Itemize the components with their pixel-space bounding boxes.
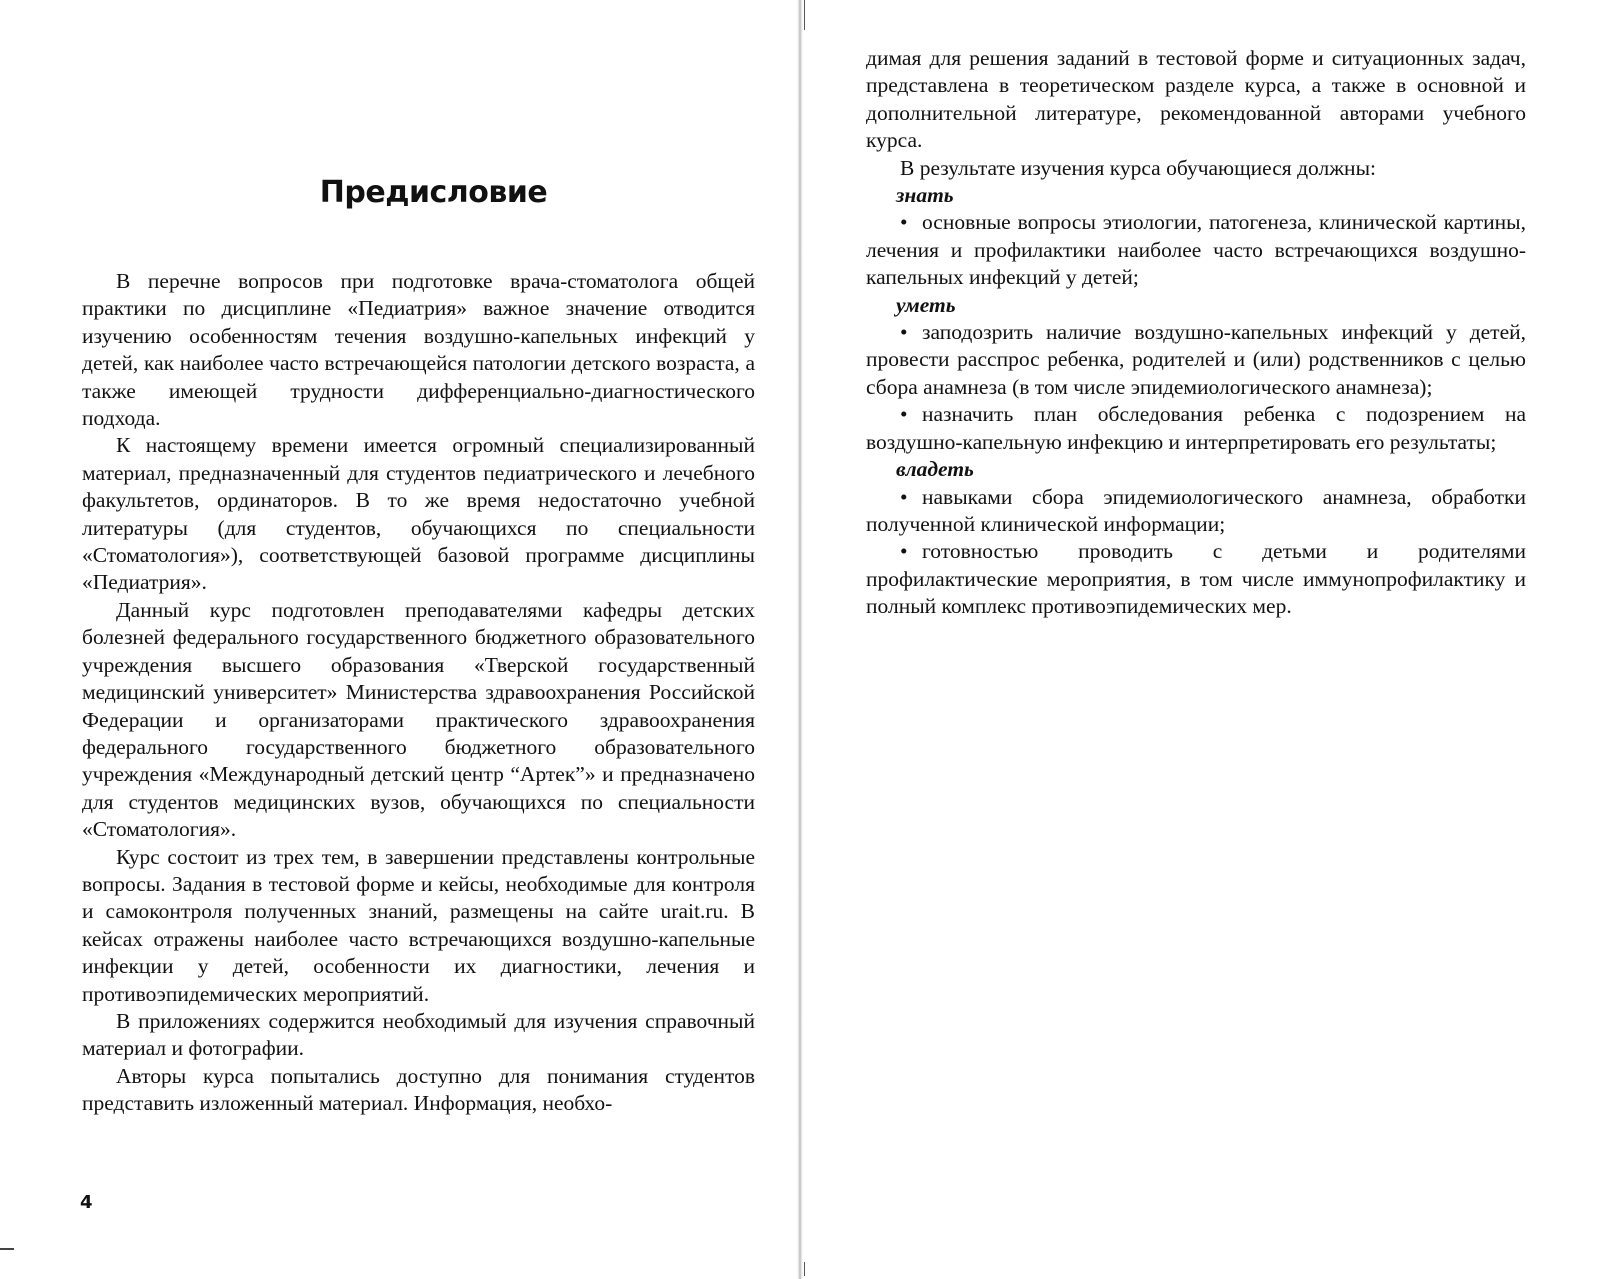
section-label-able: уметь (896, 292, 956, 317)
page-heading: Предисловие (319, 175, 548, 210)
list-item (866, 209, 1526, 291)
list-item (866, 401, 1526, 456)
page-number: 4 (80, 1192, 93, 1213)
list-item-text: основные вопросы этиологии, патогенеза, клинической картины, лечения и профилактики наиболее часто встречающихся воздушно-капельных инфекций у детей; (866, 210, 1526, 290)
bullet-icon: • (900, 402, 908, 427)
bullet-icon: • (900, 210, 908, 235)
list-item-text: готовностью проводить с детьми и родителями профилактические мероприятия, в том числе иммунопрофилактику и полный комплекс противоэпидемических мер. (866, 539, 1526, 619)
left-page (82, 175, 755, 1118)
list-item (866, 484, 1526, 539)
paragraph: К настоящему времени имеется огромный специализированный материал, предназначенный для студентов педиатрического и лечебного факультетов, ординаторов. В то же время недостаточно учебной литературы (для студентов, обучающихся по специальности «Стоматология»), соответствующей базовой программе дисциплины «Педиатрия». (82, 433, 755, 595)
paragraph: В перечне вопросов при подготовке врача-стоматолога общей практики по дисциплине «Педиатрия» важное значение отводится изучению особенностям течения воздушно-капельных инфекций у детей, как наиболее часто встречающейся патологии детского возраста, а также имеющей трудности дифференциально-диагностического подхода. (82, 269, 755, 431)
paragraph: В приложениях содержится необходимый для изучения справочный материал и фотографии. (82, 1008, 755, 1061)
right-page (866, 45, 1526, 621)
bullet-icon: • (900, 320, 908, 345)
list-item (866, 538, 1526, 620)
continuation-paragraph: димая для решения заданий в тестовой форме и ситуационных задач, представлена в теоретическом разделе курса, а также в основной и дополнительной литературе, рекомендованной авторами учебного курса. (866, 46, 1526, 153)
section-label-know: знать (896, 183, 954, 208)
gutter-mark-bottom (804, 1262, 805, 1276)
paragraph: Курс состоит из трех тем, в завершении представлены контрольные вопросы. Задания в тестовой форме и кейсы, необходимые для контроля и самоконтроля полученных знаний, размещены на сайте urait.ru. В кейсах отражены наиболее часто встречающихся воздушно-капельные инфекции у детей, особенности их диагностики, лечения и противоэпидемических мероприятий. (82, 844, 755, 1006)
gutter-mark-top (804, 0, 805, 30)
scan-mark (0, 1248, 14, 1250)
list-item-text: навыками сбора эпидемиологического анамнеза, обработки полученной клинической информации; (866, 484, 1526, 536)
list-item-text: назначить план обследования ребенка с подозрением на воздушно-капельную инфекцию и интерпретировать его результаты; (866, 402, 1526, 454)
paragraph: Авторы курса попытались доступно для понимания студентов представить изложенный материал. Информация, необхо- (82, 1063, 755, 1116)
list-item (866, 319, 1526, 401)
bullet-icon: • (900, 484, 908, 509)
bullet-icon: • (900, 539, 908, 564)
paragraph: Данный курс подготовлен преподавателями кафедры детских болезней федерального государственного бюджетного образовательного учреждения высшего образования «Тверской государственный медицинский университет» Министерства здравоохранения Российской Федерации и организаторами практического здравоохранения федерального государственного бюджетного образовательного учреждения «Международный детский центр “Артек”» и предназначено для студентов медицинских вузов, обучающихся по специальности «Стоматология». (82, 597, 755, 842)
list-item-text: заподозрить наличие воздушно-капельных инфекций у детей, провести расспрос ребенка, родителей и (или) родственников с целью сбора анамнеза (в том числе эпидемиологического анамнеза); (866, 320, 1526, 399)
book-gutter (797, 0, 803, 1279)
intro-paragraph: В результате изучения курса обучающиеся должны: (900, 155, 1376, 180)
section-label-master: владеть (896, 457, 974, 482)
